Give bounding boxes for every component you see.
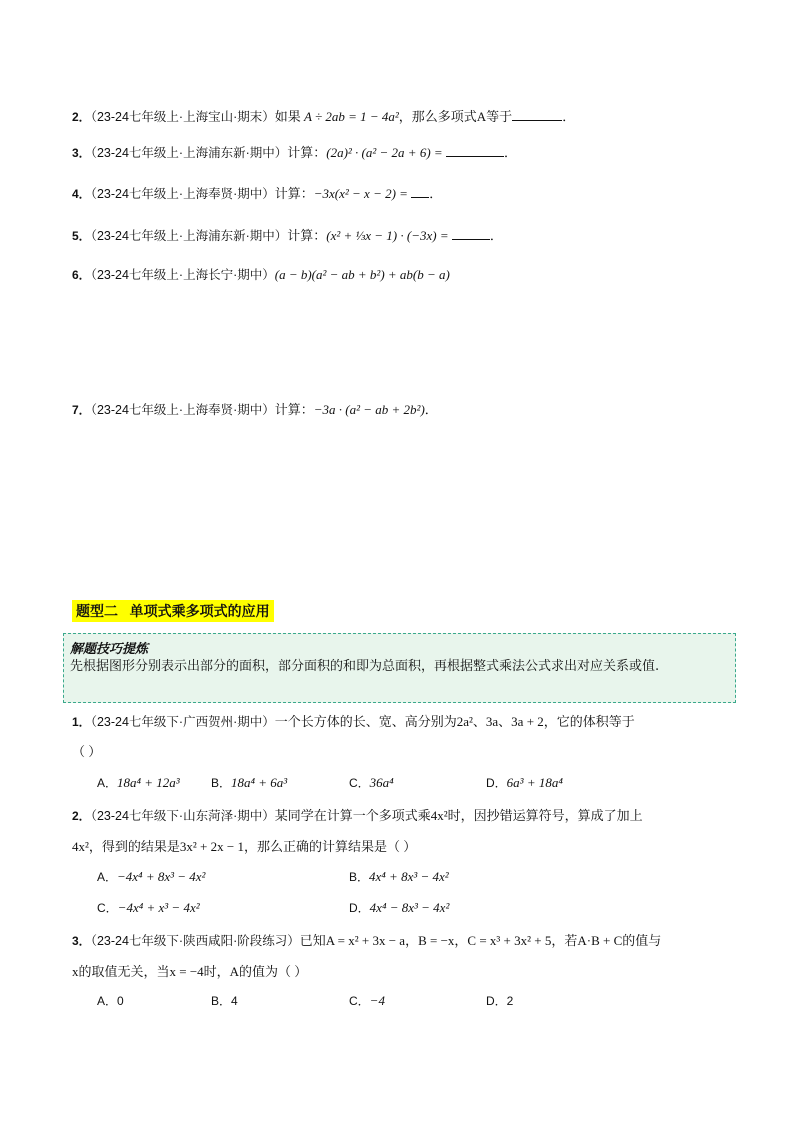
problem-7-part1 [72,399,438,418]
problem-text: 计算： [274,402,314,417]
problem-line1: 一个长方体的长、宽、高分别为2a²、3a、3a + 2，它的体积等于 [274,714,635,729]
option-d: D．2 [486,994,514,1008]
problem-5-part1 [72,225,503,244]
tip-body: 先根据图形分别表示出部分的面积，部分面积的和即为总面积，再根据整式乘法公式求出对应关系或值. [70,659,660,674]
problem-number: 2． [72,110,91,124]
problem-4-part1 [72,183,442,202]
problem-expression: −3x(x² − x − 2) = [313,186,408,201]
problem-source: （23-24七年级上·上海宝山·期末） [90,110,275,124]
tip-title: 解题技巧提炼 [70,642,149,657]
problem-expression: (2a)² · (a² − 2a + 6) = [326,145,443,160]
problem-source: （23-24七年级下·山东菏泽·期中） [90,809,275,823]
problem-number: 2． [72,809,91,823]
problem-3-part2 [72,930,661,949]
problem-source: （23-24七年级上·上海浦东新·期中） [90,146,288,160]
problem-expression: A ÷ 2ab = 1 − 4a² [304,109,399,124]
problem-tail: ，那么多项式A等于 [398,109,513,124]
problem-end: ． [424,402,438,417]
problem-1-part2-line2: （ ） [72,744,102,759]
problem-number: 3． [72,146,91,160]
problem-3-part1 [72,142,517,161]
problem-text: 计算： [287,228,327,243]
tip-box [63,633,736,703]
problem-number: 1． [72,715,91,729]
answer-blank [446,145,504,157]
answer-blank [512,109,562,121]
option-c: C．−4x⁴ + x³ − 4x² [97,900,200,915]
problem-2-part1 [72,106,575,125]
option-b: B．4 [211,994,238,1008]
problem-end: ． [489,228,503,243]
section-title: 题型二 单项式乘多项式的应用 [72,600,274,622]
problem-line1: 已知A = x² + 3x − a，B = −x，C = x³ + 3x² + 5，若A·B + C的值与 [299,933,662,948]
problem-end: ． [503,145,517,160]
problem-expression: (x² + ⅓x − 1) · (−3x) = [326,228,449,243]
problem-source: （23-24七年级下·广西贺州·期中） [90,715,275,729]
option-c: C．36a⁴ [349,775,394,790]
option-a: A．−4x⁴ + 8x³ − 4x² [97,869,206,884]
problem-expression: (a − b)(a² − ab + b²) + ab(b − a) [274,267,450,282]
problem-3-part2-line2: x的取值无关，当x = −4时，A的值为（ ） [72,964,308,979]
problem-text: 如果 [274,109,304,124]
problem-number: 7． [72,403,91,417]
option-a: A．0 [97,994,124,1008]
option-a: A．18a⁴ + 12a³ [97,775,180,790]
answer-blank [411,186,429,198]
problem-2-part2-line2: 4x²，得到的结果是3x² + 2x − 1，那么正确的计算结果是（ ） [72,839,417,854]
problem-source: （23-24七年级上·上海长宁·期中） [90,268,275,282]
problem-line1: 某同学在计算一个多项式乘4x²时，因抄错运算符号，算成了加上 [274,808,643,823]
problem-end: ． [562,109,576,124]
option-d: D．4x⁴ − 8x³ − 4x² [349,900,450,915]
answer-blank [452,228,490,240]
problem-end: ． [429,186,443,201]
option-d: D．6a³ + 18a⁴ [486,775,563,790]
problem-source: （23-24七年级下·陕西咸阳·阶段练习） [90,934,300,948]
option-b: B．18a⁴ + 6a³ [211,775,288,790]
problem-text: 计算： [274,186,314,201]
option-b: B．4x⁴ + 8x³ − 4x² [349,869,449,884]
problem-number: 4． [72,187,91,201]
problem-number: 5． [72,229,91,243]
problem-2-part2 [72,805,643,824]
problem-source: （23-24七年级上·上海奉贤·期中） [90,187,275,201]
option-c: C．−4 [349,993,385,1008]
problem-expression: −3a · (a² − ab + 2b²) [313,402,425,417]
problem-1-part2 [72,711,635,730]
problem-source: （23-24七年级上·上海奉贤·期中） [90,403,275,417]
problem-text: 计算： [287,145,327,160]
problem-6-part1 [72,265,450,283]
problem-number: 3． [72,934,91,948]
problem-source: （23-24七年级上·上海浦东新·期中） [90,229,288,243]
problem-number: 6． [72,268,91,282]
